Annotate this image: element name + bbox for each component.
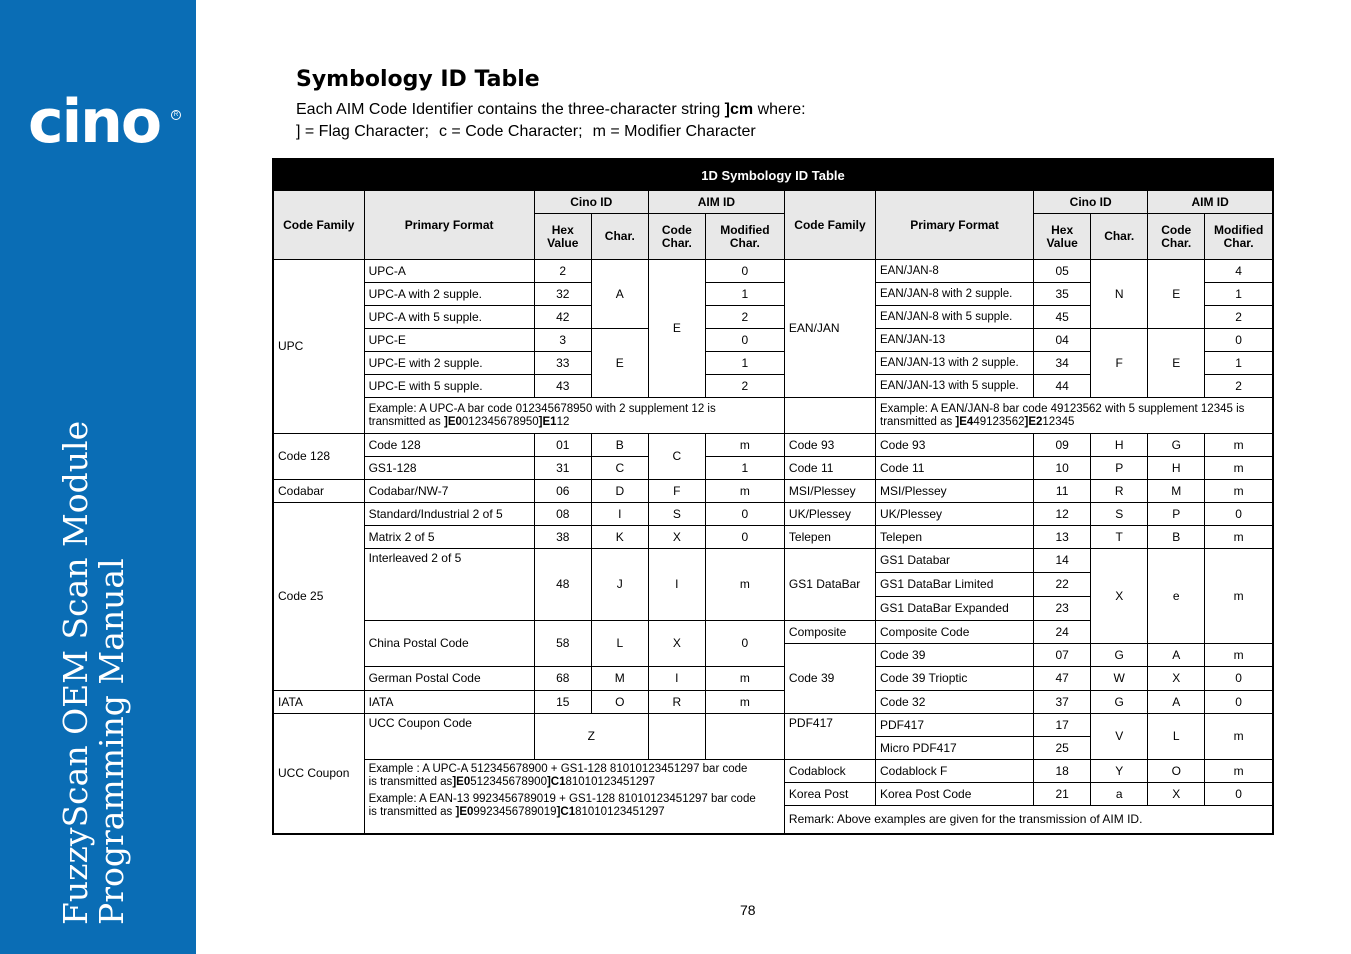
format-cell: IATA [364, 691, 534, 714]
char-cell: O [591, 691, 648, 714]
hex-cell: 06 [534, 480, 591, 503]
code-char-cell: X [1148, 783, 1205, 806]
mod-cell: m [1205, 434, 1273, 457]
mod-cell: m [1205, 549, 1273, 644]
code-char-cell: F [648, 480, 705, 503]
mod-cell: 0 [1205, 329, 1273, 352]
mod-cell: 0 [705, 621, 784, 667]
th-hex-2: Hex Value [1034, 214, 1091, 260]
hex-cell: 21 [1034, 783, 1091, 806]
mod-cell: m [1205, 760, 1273, 783]
format-cell: UPC-A with 2 supple. [364, 283, 534, 306]
char-cell: V [1091, 714, 1148, 760]
mod-cell: 2 [705, 375, 784, 398]
example-bold: ]E0 [455, 806, 474, 818]
mod-cell: m [1205, 644, 1273, 667]
mod-cell: m [1205, 714, 1273, 760]
char-cell: W [1091, 667, 1148, 691]
code-char-cell: S [648, 503, 705, 526]
hex-cell: 05 [1034, 260, 1091, 283]
hex-cell: 47 [1034, 667, 1091, 691]
example-text: 12 [556, 415, 570, 428]
hex-cell: 23 [1034, 597, 1091, 621]
code-char-cell: R [648, 691, 705, 714]
empty-cell [705, 714, 784, 760]
code-char-cell: C [648, 434, 705, 480]
table-title: 1D Symbology ID Table [273, 159, 1273, 191]
char-cell: X [1091, 549, 1148, 644]
hex-cell: 42 [534, 306, 591, 329]
family-cell: Code 25 [273, 503, 364, 691]
mod-cell: 1 [1205, 283, 1273, 306]
mod-cell: 2 [705, 306, 784, 329]
th-char-2: Char. [1091, 214, 1148, 260]
code-def: c = Code Character; [438, 123, 583, 140]
example-bold: ]E4 [955, 415, 974, 428]
th-mod-char-2: Modified Char. [1205, 214, 1273, 260]
char-cell: E [591, 329, 648, 398]
code-char-cell: E [1148, 329, 1205, 398]
example-text: 49123562 [973, 415, 1025, 428]
code-char-cell: e [1148, 549, 1205, 644]
format-cell: GS1 Databar [876, 549, 1034, 573]
remark: Remark: Above examples are given for the transmission of AIM ID. [784, 806, 1273, 834]
hex-cell: 33 [534, 352, 591, 375]
empty-cell [784, 398, 875, 434]
intro-text-end: where: [753, 101, 806, 118]
code-char-cell: X [648, 621, 705, 667]
hex-cell: 2 [534, 260, 591, 283]
char-cell: a [1091, 783, 1148, 806]
th-mod-char: Modified Char. [705, 214, 784, 260]
hex-cell: 43 [534, 375, 591, 398]
example-bold: ]E1 [538, 415, 557, 428]
page-number: 78 [740, 902, 756, 918]
format-cell: Telepen [876, 526, 1034, 549]
format-cell: Micro PDF417 [876, 737, 1034, 760]
code-char-cell: B [1148, 526, 1205, 549]
example-text: 12345 [1042, 415, 1075, 428]
example-text: Example: A UPC-A bar code 012345678950 with 2 supplement 12 is [368, 402, 716, 415]
code-char-cell: L [1148, 714, 1205, 760]
format-cell: Code 32 [876, 691, 1034, 714]
hex-cell: 07 [1034, 644, 1091, 667]
th-char: Char. [591, 214, 648, 260]
char-cell: N [1091, 260, 1148, 329]
hex-cell: 45 [1034, 306, 1091, 329]
format-cell: GS1 DataBar Limited [876, 573, 1034, 597]
char-cell: G [1091, 644, 1148, 667]
format-cell: UK/Plessey [876, 503, 1034, 526]
example-text: transmitted as [880, 415, 956, 428]
code-char-cell: X [648, 526, 705, 549]
format-cell: UCC Coupon Code [364, 714, 534, 760]
code-char-cell: A [1148, 691, 1205, 714]
example-text: Example: A EAN-13 9923456789019 + GS1-128 81010123451297 bar code [368, 793, 756, 805]
format-cell: EAN/JAN-13 with 2 supple. [876, 352, 1034, 375]
th-hex: Hex Value [534, 214, 591, 260]
family-cell: Code 128 [273, 434, 364, 480]
hex-cell: 12 [1034, 503, 1091, 526]
th-primary-format-2: Primary Format [876, 191, 1034, 260]
hex-cell: 04 [1034, 329, 1091, 352]
format-cell: EAN/JAN-13 with 5 supple. [876, 375, 1034, 398]
th-code-char-2: Code Char. [1148, 214, 1205, 260]
ucc-examples [364, 760, 784, 834]
intro-line-1 [296, 101, 806, 119]
family-cell: Code 11 [784, 457, 875, 480]
hex-cell: 25 [1034, 737, 1091, 760]
cino-logo: cino [28, 87, 161, 157]
format-cell: UPC-E [364, 329, 534, 352]
modifier-def: m = Modifier Character [592, 123, 756, 140]
mod-cell: 0 [705, 260, 784, 283]
mod-cell: 0 [705, 503, 784, 526]
format-cell: UPC-A [364, 260, 534, 283]
code-char-cell: I [648, 667, 705, 691]
example-bold: ]E0 [444, 415, 462, 428]
th-aim-id-2: AIM ID [1148, 191, 1273, 214]
hex-cell: 15 [534, 691, 591, 714]
char-cell: G [1091, 691, 1148, 714]
mod-cell: m [1205, 526, 1273, 549]
format-cell: EAN/JAN-8 [876, 260, 1034, 283]
family-cell: UPC [273, 260, 364, 434]
example-bold: ]C1 [546, 776, 566, 788]
code-char-cell: O [1148, 760, 1205, 783]
mod-cell: 0 [1205, 783, 1273, 806]
format-cell: Standard/Industrial 2 of 5 [364, 503, 534, 526]
registered-mark-icon: R [171, 110, 181, 120]
hex-cell: 37 [1034, 691, 1091, 714]
family-cell: IATA [273, 691, 364, 714]
char-cell: J [591, 549, 648, 621]
page-title: Symbology ID Table [296, 67, 540, 92]
mod-cell: 0 [1205, 691, 1273, 714]
sidebar [0, 0, 196, 954]
example-text: Example : A UPC-A 512345678900 + GS1-128 81010123451297 bar code [368, 763, 748, 775]
format-cell: GS1-128 [364, 457, 534, 480]
char-cell: R [1091, 480, 1148, 503]
cino-id-cell: Z [534, 714, 648, 760]
hex-cell: 22 [1034, 573, 1091, 597]
example-bold: ]E2 [1024, 415, 1043, 428]
format-cell: UPC-E with 5 supple. [364, 375, 534, 398]
mod-cell: m [705, 480, 784, 503]
family-cell: MSI/Plessey [784, 480, 875, 503]
intro-line-2 [296, 123, 756, 141]
format-cell: Matrix 2 of 5 [364, 526, 534, 549]
char-cell: B [591, 434, 648, 457]
manual-title-line1: FuzzyScan OEM Scan Module [56, 420, 95, 925]
code-char-cell: H [1148, 457, 1205, 480]
format-cell: EAN/JAN-8 with 2 supple. [876, 283, 1034, 306]
code-char-cell: P [1148, 503, 1205, 526]
char-cell: M [591, 667, 648, 691]
char-cell: K [591, 526, 648, 549]
family-cell: Composite [784, 621, 875, 644]
format-cell: UPC-A with 5 supple. [364, 306, 534, 329]
hex-cell: 68 [534, 667, 591, 691]
mod-cell: 0 [1205, 503, 1273, 526]
hex-cell: 48 [534, 549, 591, 621]
format-cell: Code 93 [876, 434, 1034, 457]
format-cell: China Postal Code [364, 621, 534, 667]
example-text: transmitted as [368, 415, 444, 428]
code-char-cell: E [1148, 260, 1205, 329]
hex-cell: 17 [1034, 714, 1091, 737]
format-cell: Code 11 [876, 457, 1034, 480]
example-text: 81010123451297 [565, 776, 656, 788]
family-cell: Telepen [784, 526, 875, 549]
example-text: 81010123451297 [575, 806, 665, 818]
example-text: 512345678900 [470, 776, 547, 788]
char-cell: F [1091, 329, 1148, 398]
intro-bold: ]cm [724, 101, 754, 118]
code-char-cell: X [1148, 667, 1205, 691]
hex-cell: 44 [1034, 375, 1091, 398]
format-cell: German Postal Code [364, 667, 534, 691]
family-cell: UCC Coupon [273, 714, 364, 834]
char-cell: I [591, 503, 648, 526]
mod-cell: 2 [1205, 375, 1273, 398]
family-cell: Korea Post [784, 783, 875, 806]
hex-cell: 24 [1034, 621, 1091, 644]
hex-cell: 11 [1034, 480, 1091, 503]
code-char-cell: G [1148, 434, 1205, 457]
mod-cell: 0 [705, 526, 784, 549]
format-cell: Korea Post Code [876, 783, 1034, 806]
hex-cell: 34 [1034, 352, 1091, 375]
hex-cell: 09 [1034, 434, 1091, 457]
char-cell: L [591, 621, 648, 667]
hex-cell: 13 [1034, 526, 1091, 549]
mod-cell: m [1205, 480, 1273, 503]
example-text: is transmitted as [368, 776, 453, 788]
example-text: is transmitted as [368, 806, 456, 818]
ean-example [876, 398, 1274, 434]
th-cino-id: Cino ID [534, 191, 648, 214]
format-cell: UPC-E with 2 supple. [364, 352, 534, 375]
format-cell: GS1 DataBar Expanded [876, 597, 1034, 621]
hex-cell: 3 [534, 329, 591, 352]
hex-cell: 18 [1034, 760, 1091, 783]
manual-title [58, 421, 130, 925]
hex-cell: 38 [534, 526, 591, 549]
char-cell: A [591, 260, 648, 329]
char-cell: P [1091, 457, 1148, 480]
hex-cell: 35 [1034, 283, 1091, 306]
format-cell: EAN/JAN-8 with 5 supple. [876, 306, 1034, 329]
example-bold: ]E0 [452, 776, 471, 788]
family-cell: EAN/JAN [784, 260, 875, 398]
format-cell: Code 128 [364, 434, 534, 457]
char-cell: Y [1091, 760, 1148, 783]
family-cell: Codabar [273, 480, 364, 503]
code-char-cell: A [1148, 644, 1205, 667]
intro-text: Each AIM Code Identifier contains the three-character string [296, 101, 725, 118]
family-cell: GS1 DataBar [784, 549, 875, 621]
th-code-char: Code Char. [648, 214, 705, 260]
example-text: Example: A EAN/JAN-8 bar code 49123562 with 5 supplement 12345 is [880, 402, 1245, 415]
hex-cell: 58 [534, 621, 591, 667]
format-cell: Code 39 [876, 644, 1034, 667]
char-cell: H [1091, 434, 1148, 457]
th-aim-id: AIM ID [648, 191, 784, 214]
th-primary-format: Primary Format [364, 191, 534, 260]
format-cell: Codablock F [876, 760, 1034, 783]
family-cell: Code 93 [784, 434, 875, 457]
format-cell: PDF417 [876, 714, 1034, 737]
mod-cell: 0 [705, 329, 784, 352]
char-cell: S [1091, 503, 1148, 526]
hex-cell: 14 [1034, 549, 1091, 573]
code-char-cell: M [1148, 480, 1205, 503]
format-cell: MSI/Plessey [876, 480, 1034, 503]
format-cell: Codabar/NW-7 [364, 480, 534, 503]
char-cell: C [591, 457, 648, 480]
empty-cell [648, 714, 705, 760]
mod-cell: 0 [1205, 667, 1273, 691]
format-cell: Code 39 Trioptic [876, 667, 1034, 691]
mod-cell: m [705, 667, 784, 691]
format-cell: EAN/JAN-13 [876, 329, 1034, 352]
manual-title-line2: Programming Manual [92, 558, 131, 925]
example-text: 9923456789019 [473, 806, 557, 818]
mod-cell: m [705, 434, 784, 457]
mod-cell: 1 [705, 457, 784, 480]
format-cell: Interleaved 2 of 5 [364, 549, 534, 621]
code-char-cell: E [648, 260, 705, 398]
mod-cell: 1 [705, 283, 784, 306]
hex-cell: 31 [534, 457, 591, 480]
hex-cell: 01 [534, 434, 591, 457]
mod-cell: 4 [1205, 260, 1273, 283]
family-cell: UK/Plessey [784, 503, 875, 526]
flag-def: ] = Flag Character; [296, 123, 429, 140]
char-cell: D [591, 480, 648, 503]
mod-cell: m [705, 691, 784, 714]
symbology-id-table [272, 158, 1274, 835]
th-cino-id-2: Cino ID [1034, 191, 1148, 214]
format-cell: Composite Code [876, 621, 1034, 644]
char-cell: T [1091, 526, 1148, 549]
th-code-family-2: Code Family [784, 191, 875, 260]
example-bold: ]C1 [556, 806, 576, 818]
mod-cell: 1 [705, 352, 784, 375]
hex-cell: 32 [534, 283, 591, 306]
th-code-family: Code Family [273, 191, 364, 260]
hex-cell: 08 [534, 503, 591, 526]
mod-cell: m [705, 549, 784, 621]
family-cell: Code 39 [784, 644, 875, 714]
upc-example [364, 398, 784, 434]
family-cell: Codablock [784, 760, 875, 783]
code-char-cell: I [648, 549, 705, 621]
mod-cell: 1 [1205, 352, 1273, 375]
example-text: 012345678950 [461, 415, 539, 428]
mod-cell: m [1205, 457, 1273, 480]
mod-cell: 2 [1205, 306, 1273, 329]
hex-cell: 10 [1034, 457, 1091, 480]
family-cell: PDF417 [784, 714, 875, 760]
